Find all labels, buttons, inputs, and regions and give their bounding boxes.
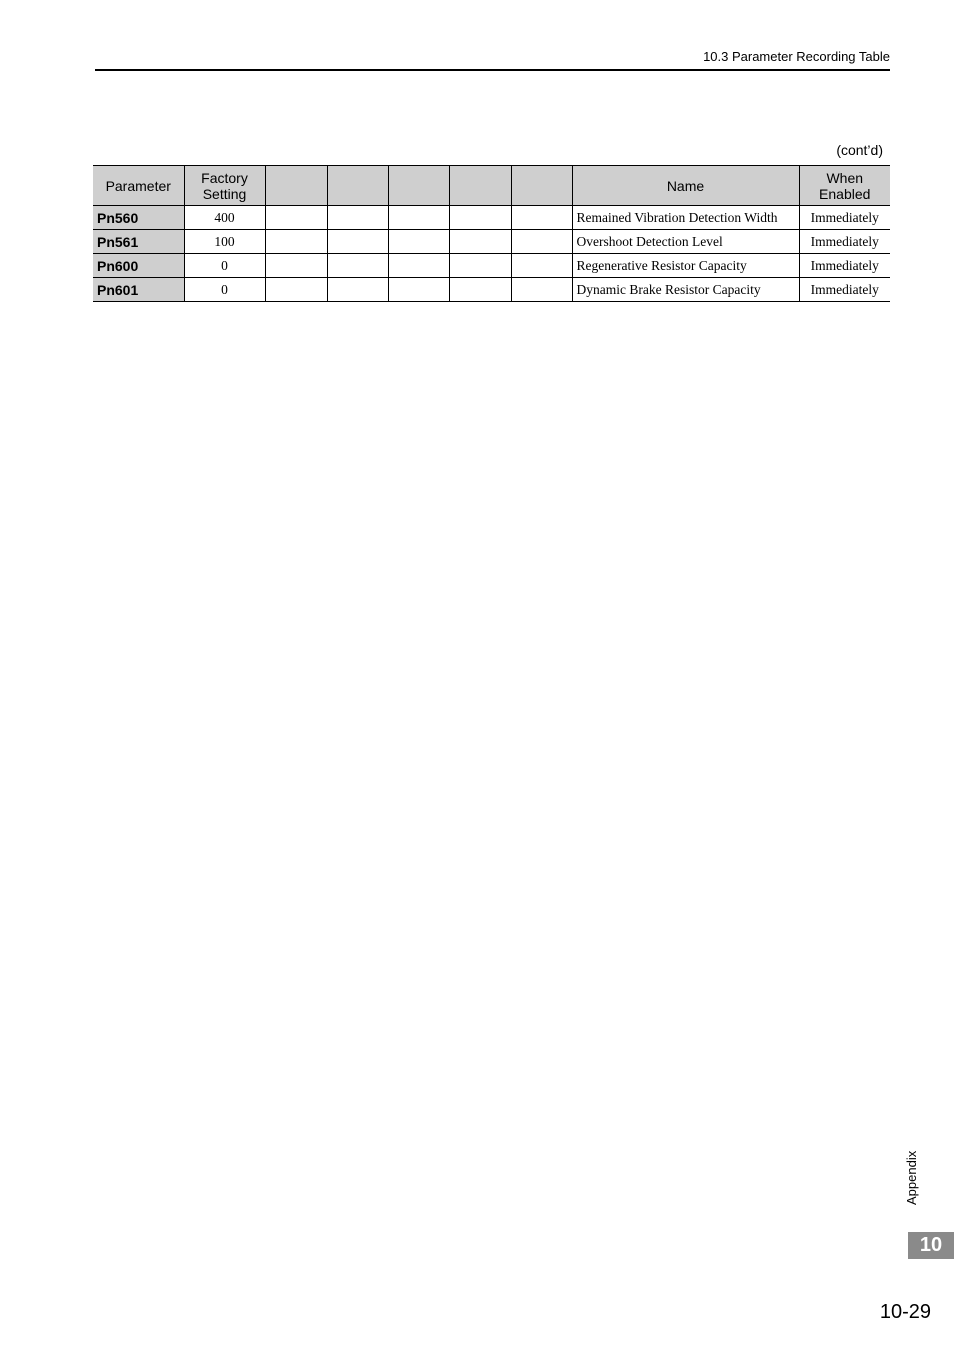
continued-label: (cont’d): [836, 142, 883, 158]
parameter-table: [93, 165, 890, 302]
blank-cell: [265, 254, 327, 278]
factory-setting-label: Factory Setting: [201, 169, 248, 202]
blank-cell: [449, 206, 511, 230]
parameter-cell: Pn600: [93, 254, 184, 278]
page-number: 10-29: [879, 1301, 931, 1323]
table-row: [93, 278, 890, 302]
blank-cell: [511, 206, 572, 230]
parameter-cell: Pn560: [93, 206, 184, 230]
column-header-blank-4: [449, 166, 511, 206]
column-header-blank-3: [388, 166, 449, 206]
factory-setting-cell: 400: [184, 206, 265, 230]
blank-cell: [511, 278, 572, 302]
blank-cell: [388, 278, 449, 302]
name-cell: Overshoot Detection Level: [572, 230, 799, 254]
blank-cell: [265, 230, 327, 254]
blank-cell: [327, 278, 388, 302]
table-row: [93, 206, 890, 230]
parameter-cell: Pn561: [93, 230, 184, 254]
blank-cell: [511, 254, 572, 278]
when-enabled-label: When Enabled: [819, 169, 871, 202]
blank-cell: [449, 254, 511, 278]
header-rule: [95, 69, 890, 71]
table-header-row: [93, 166, 890, 206]
blank-cell: [388, 230, 449, 254]
blank-cell: [449, 278, 511, 302]
column-header-name: Name: [572, 166, 799, 206]
name-cell: Dynamic Brake Resistor Capacity: [572, 278, 799, 302]
blank-cell: [265, 278, 327, 302]
running-header: 10.3 Parameter Recording Table: [703, 49, 890, 64]
blank-cell: [327, 230, 388, 254]
column-header-when-enabled: [799, 166, 890, 206]
column-header-parameter: Parameter: [93, 166, 184, 206]
blank-cell: [265, 206, 327, 230]
when-enabled-cell: Immediately: [799, 254, 890, 278]
factory-setting-cell: 100: [184, 230, 265, 254]
blank-cell: [511, 230, 572, 254]
blank-cell: [388, 206, 449, 230]
blank-cell: [327, 254, 388, 278]
column-header-factory-setting: [184, 166, 265, 206]
name-cell: Regenerative Resistor Capacity: [572, 254, 799, 278]
column-header-blank-2: [327, 166, 388, 206]
chapter-badge: 10: [908, 1232, 954, 1259]
section-side-label: Appendix: [904, 1150, 919, 1205]
column-header-blank-5: [511, 166, 572, 206]
table-row: [93, 230, 890, 254]
factory-setting-cell: 0: [184, 254, 265, 278]
when-enabled-cell: Immediately: [799, 278, 890, 302]
blank-cell: [388, 254, 449, 278]
when-enabled-cell: Immediately: [799, 230, 890, 254]
factory-setting-cell: 0: [184, 278, 265, 302]
when-enabled-cell: Immediately: [799, 206, 890, 230]
parameter-cell: Pn601: [93, 278, 184, 302]
table-row: [93, 254, 890, 278]
column-header-blank-1: [265, 166, 327, 206]
blank-cell: [449, 230, 511, 254]
name-cell: Remained Vibration Detection Width: [572, 206, 799, 230]
blank-cell: [327, 206, 388, 230]
